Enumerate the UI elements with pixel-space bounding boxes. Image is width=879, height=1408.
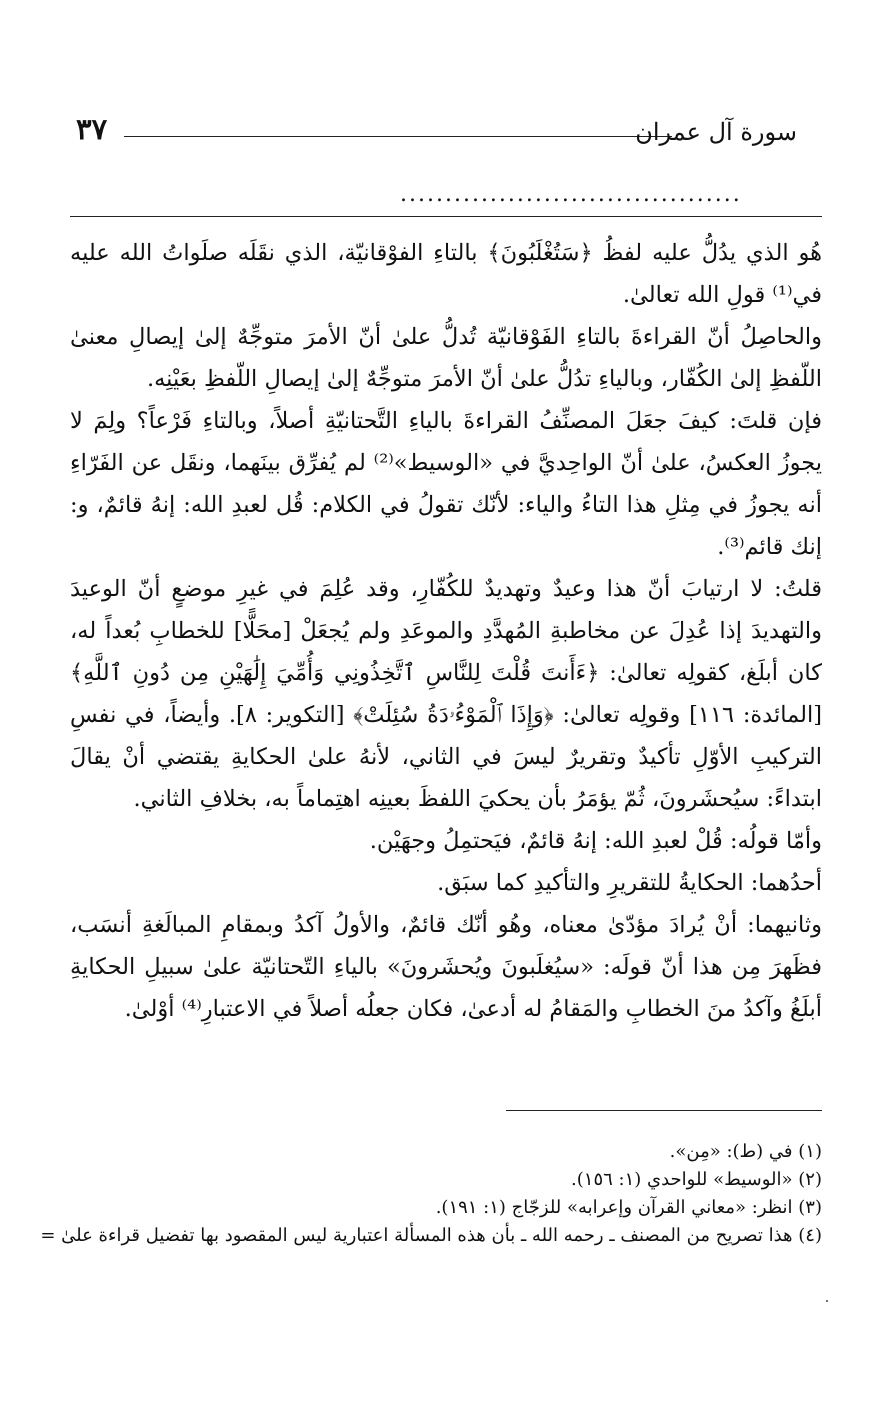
surah-title: سورة آل عمران — [635, 118, 797, 146]
paragraph: هُو الذي يدُلُّ عليه لفظُ ﴿سَتُغْلَبُونَ﴾ بالتاءِ الفوْقانيّة، الذي نقَلَه صلَواتُ الله عليه في⁽¹⁾ قولِ الله تعالىٰ. — [70, 240, 822, 308]
header-rule — [124, 136, 672, 137]
paper-speck — [826, 1300, 828, 1302]
page-number: ٣٧ — [76, 112, 108, 146]
footnote: (٣) انظر: «معاني القرآن وإعرابه» للزجّاج (١: ١٩١). — [435, 1197, 822, 1218]
paragraph: أحدُهما: الحكايةُ للتقريرِ والتأكيدِ كما سبَق. — [437, 870, 822, 896]
paragraph: قلتُ: لا ارتيابَ أنّ هذا وعيدٌ وتهديدٌ للكُفّارِ، وقد عُلِمَ في غيرِ موضعٍ أنّ الوعيدَ والتهديدَ إذا عُدِلَ عن مخاطبةِ المُهدَّدِ والموعَدِ ولم يُجعَلْ [محَلًّا] للخطابِ بُعداً له، كان أبلَغ، كقولِه تعالىٰ: ﴿ءَأَنتَ قُلْتَ لِلنَّاسِ ٱتَّخِذُونِي وَأُمِّيَ إِلَٰهَيْنِ مِن دُونِ ٱللَّهِ﴾ [المائدة: ١١٦] وقولِه تعالىٰ: ﴿وَإِذَا ٱلْمَوْءُۥدَةُ سُئِلَتْ﴾ [التكوير: ٨]. وأيضاً، في نفسِ التركيبِ الأوّلِ تأكيدٌ وتقريرٌ ليسَ في الثاني، لأنهُ علىٰ الحكايةِ يقتضي أنْ يقالَ ابتداءً: سيُحشَرونَ، ثُمّ يؤمَرُ بأن يحكيَ اللفظَ بعينِه اهتِماماً به، بخلافِ الثاني. — [70, 576, 823, 812]
footnotes — [40, 1138, 822, 1250]
footnote: (٢) «الوسيط» للواحدي (١: ١٥٦). — [571, 1169, 822, 1190]
dotted-separator: ...................................... — [400, 182, 742, 207]
paragraph: وثانيهما: أنْ يُرادَ مؤدّىٰ معناه، وهُو أنّك قائمٌ، والأولُ آكدُ وبمقامِ المبالَغةِ أنسَب، فظَهرَ مِن هذا أنّ قولَه: «سيُغلَبونَ ويُحشَرونَ» بالياءِ التّحتانيّة علىٰ سبيلِ الحكايةِ أبلَغُ وآكدُ منَ الخطابِ والمَقامُ له أدعىٰ، فكان جعلُه أصلاً في الاعتبارِ⁽⁴⁾ أوْلىٰ. — [70, 912, 822, 1022]
paragraph: فإن قلتَ: كيفَ جعَلَ المصنِّفُ القراءةَ بالياءِ التَّحتانيّةِ أصلاً، وبالتاءِ فَرْعاً؟ ولِمَ لا يجوزُ العكسُ، علىٰ أنّ الواحِديَّ في «الوسيط»⁽²⁾ لم يُفرِّق بينَهما، ونقَل عن الفَرّاءِ أنه يجوزُ في مِثلِ هذا التاءُ والياء: لأنّك تقولُ في الكلام: قُل لعبدِ الله: إنهُ قائمٌ، و: إنك قائم⁽³⁾. — [70, 408, 822, 560]
footnote: (٤) هذا تصريح من المصنف ـ رحمه الله ـ بأن هذه المسألة اعتبارية ليس المقصود بها تفضيل قراءة علىٰ = — [40, 1225, 822, 1246]
top-rule — [70, 216, 822, 217]
footnote: (١) في (ط): «مِن». — [669, 1141, 822, 1162]
main-text — [70, 232, 822, 1030]
paragraph: والحاصِلُ أنّ القراءةَ بالتاءِ الفَوْقانيّة تُدلُّ علىٰ أنّ الأمرَ متوجِّهٌ إلىٰ إيصالِ معنىٰ اللّفظِ إلىٰ الكُفّار، وبالياءِ تدُلُّ علىٰ أنّ الأمرَ متوجِّهٌ إلىٰ إيصالِ اللّفظِ بعَيْنِه. — [70, 324, 822, 392]
paragraph: وأمّا قولُه: قُلْ لعبدِ الله: إنهُ قائمٌ، فيَحتمِلُ وجهَيْن. — [369, 828, 822, 854]
footnote-rule — [506, 1110, 822, 1111]
